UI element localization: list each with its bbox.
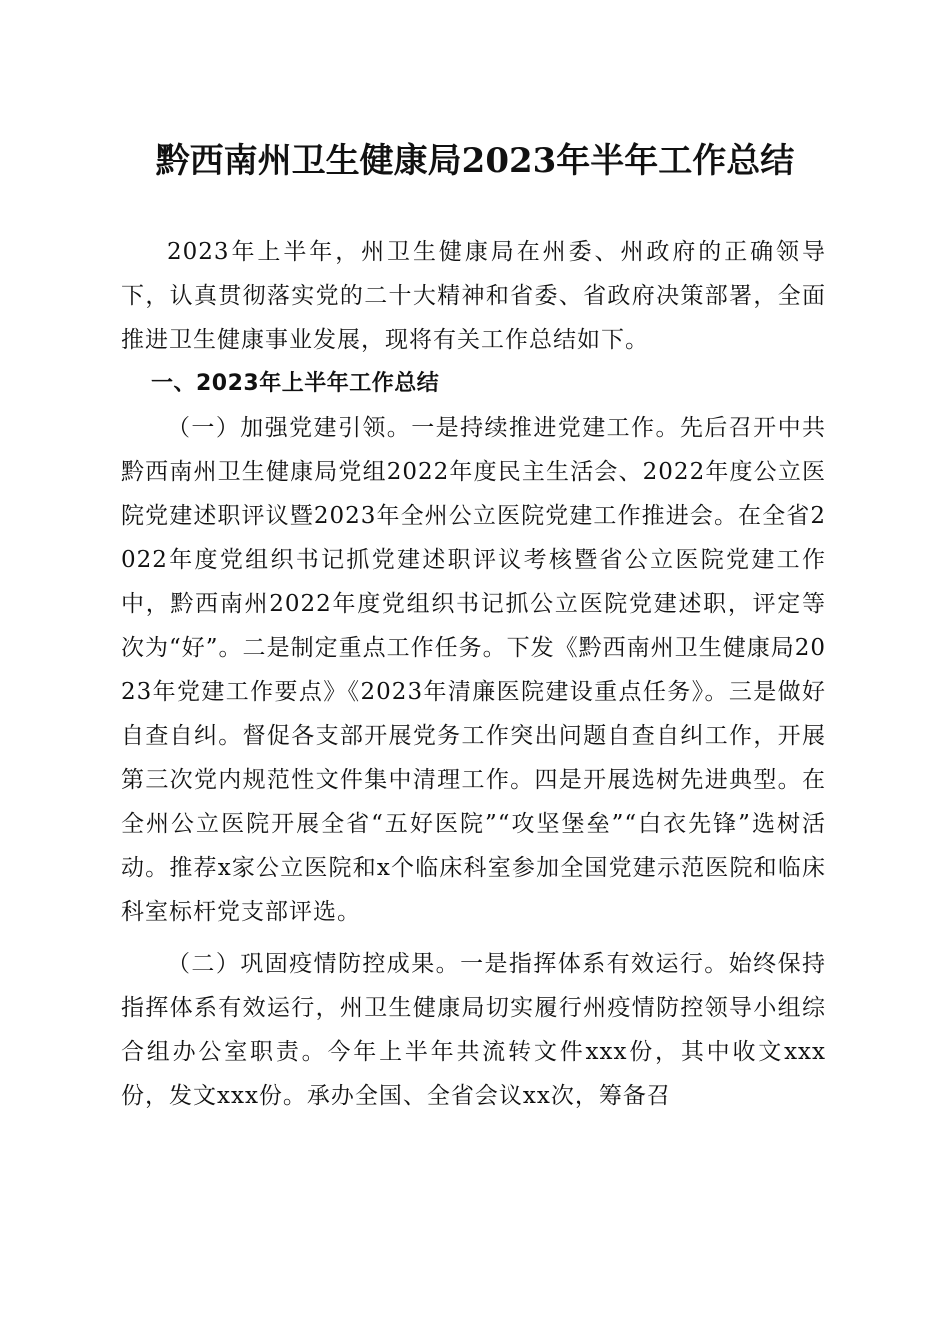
item-2-paragraph bbox=[121, 942, 826, 1118]
item-2-lead: （二）巩固疫情防控成果。 bbox=[167, 951, 461, 977]
intro-paragraph: 2023年上半年，州卫生健康局在州委、州政府的正确领导下，认真贯彻落实党的二十大精神和省委、省政府决策部署，全面推进卫生健康事业发展，现将有关工作总结如下。 bbox=[121, 239, 826, 353]
section-heading-1: 一、2023年上半年工作总结 bbox=[151, 371, 440, 396]
document-title: 黔西南州卫生健康局2023年半年工作总结 bbox=[155, 141, 795, 181]
item-1-text: 一是持续推进党建工作。先后召开中共黔西南州卫生健康局党组2022年度民主生活会、2022年度公立医院党建述职评议暨2023年全州公立医院党建工作推进会。在全省2022年度党组织书记抓党建述职评议考核暨省公立医院党建工作中，黔西南州2022年度党组织书记抓公立医院党建述职，评定等次为“好”。二是制定重点工作任务。下发《黔西南州卫生健康局2023年党建工作要点》《2023年清廉医院建设重点任务》。三是做好自查自纠。督促各支部开展党务工作突出问题自查自纠工作，开展第三次党内规范性文件集中清理工作。四是开展选树先进典型。在全州公立医院开展全省“五好医院”“攻坚堡垒”“白衣先锋”选树活动。推荐x家公立医院和x个临床科室参加全国党建示范医院和临床科室标杆党支部评选。 bbox=[121, 415, 827, 925]
item-2-text: 一是指挥体系有效运行。始终保持指挥体系有效运行，州卫生健康局切实履行州疫情防控领导小组综合组办公室职责。今年上半年共流转文件xxx份，其中收文xxx份，发文xxx份。承办全国、全省会议xx次，筹备召 bbox=[121, 951, 827, 1109]
item-1-paragraph bbox=[121, 406, 826, 934]
item-1-lead: （一）加强党建引领。 bbox=[167, 415, 412, 441]
paragraph-gap bbox=[121, 934, 826, 942]
document-body bbox=[121, 230, 826, 1118]
